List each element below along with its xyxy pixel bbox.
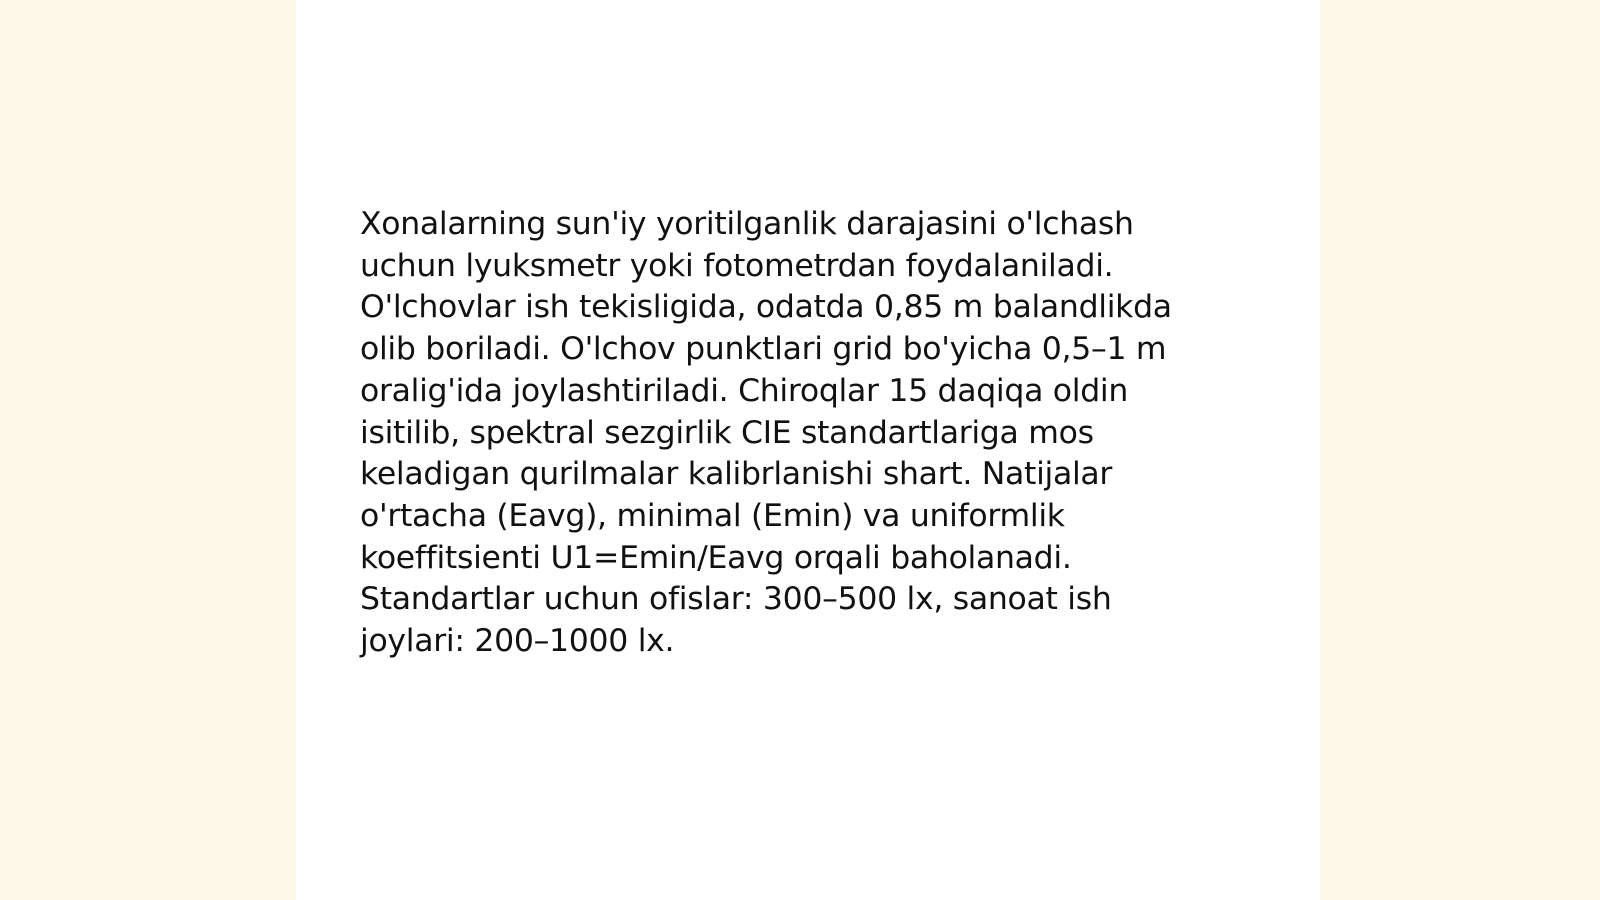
paragraph-line-1: Xonalarning sun'iy yoritilganlik darajasini o'lchash xyxy=(360,206,1134,242)
paragraph-line-3: O'lchovlar ish tekisligida, odatda 0,85 m balandlikda xyxy=(360,289,1172,326)
body-paragraph xyxy=(360,204,1240,663)
paragraph-line-11: joylari: 200–1000 lx. xyxy=(360,623,675,660)
paragraph-line-6: isitilib, spektral sezgirlik CIE standartlariga mos xyxy=(360,414,1094,451)
paragraph-line-9: koeffitsienti U1=Emin/Eavg orqali baholanadi. xyxy=(360,539,1072,576)
paragraph-line-8: o'rtacha (Eavg), minimal (Emin) va uniformlik xyxy=(360,497,1065,534)
paragraph-line-5: oralig'ida joylashtiriladi. Chiroqlar 15 daqiqa oldin xyxy=(360,372,1129,409)
paragraph-line-10: Standartlar uchun ofislar: 300–500 lx, sanoat ish xyxy=(360,581,1112,618)
paragraph-line-4: olib boriladi. O'lchov punktlari grid bo'yicha 0,5–1 m xyxy=(360,331,1167,368)
paragraph-line-2: uchun lyuksmetr yoki fotometrdan foydalaniladi. xyxy=(360,247,1114,284)
document-page xyxy=(296,0,1320,900)
paragraph-line-7: keladigan qurilmalar kalibrlanishi shart. Natijalar xyxy=(360,456,1113,493)
